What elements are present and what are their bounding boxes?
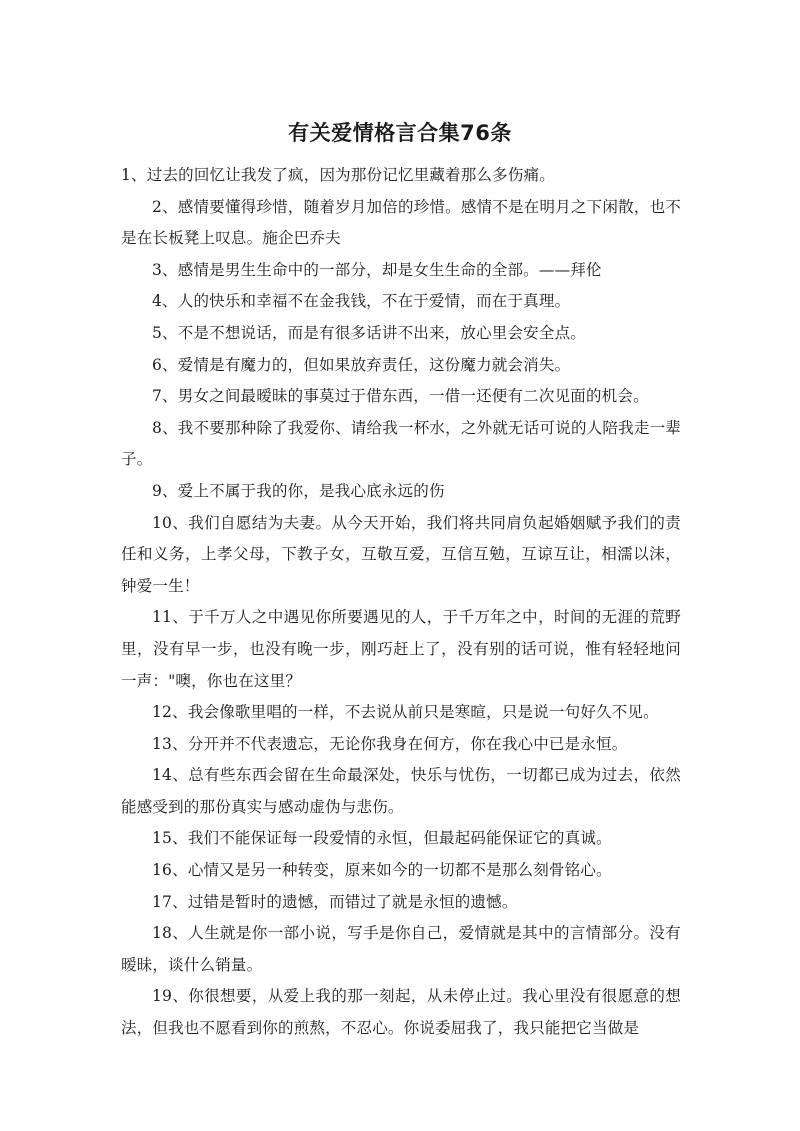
quote-paragraph-6: 6、爱情是有魔力的，但如果放弃责任，这份魔力就会消失。 (152, 355, 571, 374)
quote-paragraph-7: 7、男女之间最暧昧的事莫过于借东西，一借一还便有二次见面的机会。 (152, 387, 649, 406)
quote-paragraph-13: 13、分开并不代表遗忘，无论你我身在何方，你在我心中已是永恒。 (152, 734, 628, 753)
quote-paragraph-10: 10、我们自愿结为夫妻。从今天开始，我们将共同肩负起婚姻赋予我们的责任和义务，上孝父母，下教子女，互敬互爱，互信互勉，互谅互让，相濡以沫，钟爱一生！ (121, 513, 681, 595)
document-body (121, 160, 681, 1045)
quote-paragraph-8: 8、我不要那种除了我爱你、请给我一杯水，之外就无话可说的人陪我走一辈子。 (121, 418, 681, 469)
quote-paragraph-16: 16、心情又是另一种转变，原来如今的一切都不是那么刻骨铭心。 (152, 861, 612, 880)
quote-paragraph-18: 18、人生就是你一部小说，写手是你自己，爱情就是其中的言情部分。没有暧昧，谈什么销量。 (121, 924, 681, 974)
quote-paragraph-11: 11、于千万人之中遇见你所要遇见的人，于千万年之中，时间的无涯的荒野里，没有早一步，也没有晚一步，刚巧赶上了，没有别的话可说，惟有轻轻地问一声："噢，你也在这里？ (121, 608, 681, 690)
quote-paragraph-1: 1、过去的回忆让我发了疯，因为那份记忆里藏着那么多伤痛。 (121, 166, 555, 184)
quote-paragraph-5: 5、不是不想说话，而是有很多话讲不出来，放心里会安全点。 (152, 323, 586, 342)
quote-paragraph-19: 19、你很想要，从爱上我的那一刻起，从未停止过。我心里没有很愿意的想法，但我也不愿看到你的煎熬，不忍心。你说委屈我了，我只能把它当做是 (121, 987, 681, 1038)
quote-paragraph-9: 9、爱上不属于我的你，是我心底永远的伤 (152, 481, 445, 500)
quote-paragraph-14: 14、总有些东西会留在生命最深处，快乐与忧伤，一切都已成为过去，依然能感受到的那份真实与感动虚伪与悲伤。 (121, 766, 681, 816)
document-title: 有关爱情格言合集76条 (288, 121, 512, 145)
quote-paragraph-17: 17、过错是暂时的遗憾，而错过了就是永恒的遗憾。 (152, 892, 518, 911)
quote-paragraph-12: 12、我会像歌里唱的一样，不去说从前只是寒暄，只是说一句好久不见。 (152, 703, 659, 722)
quote-paragraph-2: 2、感情要懂得珍惜，随着岁月加倍的珍惜。感情不是在明月之下闲散，也不是在长板凳上叹息。施企巴乔夫 (121, 197, 681, 248)
quote-paragraph-4: 4、人的快乐和幸福不在金我钱，不在于爱情，而在于真理。 (152, 292, 571, 311)
quote-paragraph-3: 3、感情是男生生命中的一部分，却是女生生命的全部。——拜伦 (152, 260, 602, 279)
quote-paragraph-15: 15、我们不能保证每一段爱情的永恒，但最起码能保证它的真诚。 (152, 829, 612, 848)
